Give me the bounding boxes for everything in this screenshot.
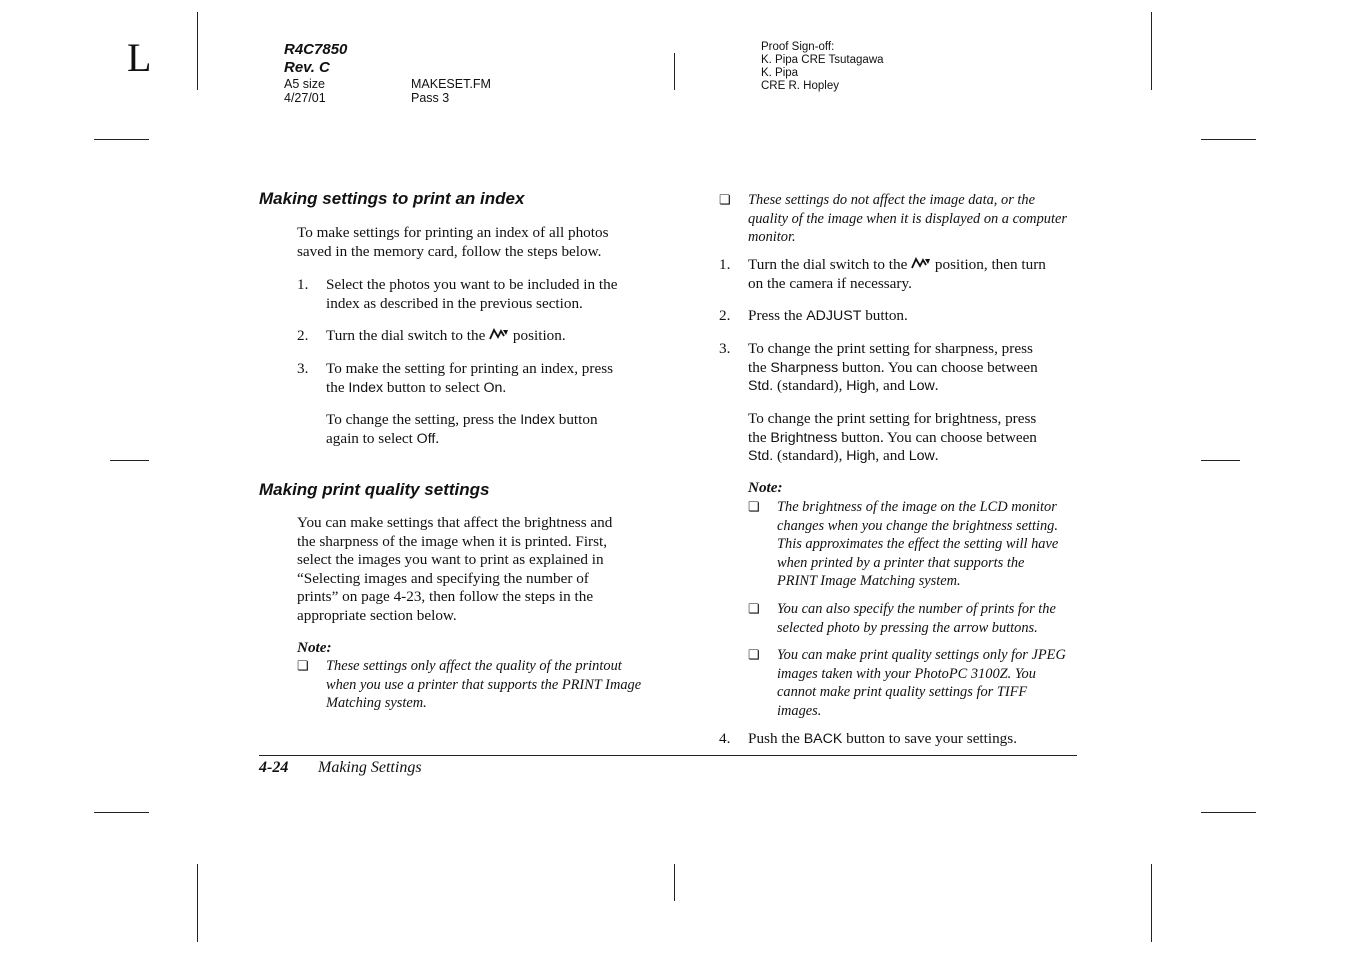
crop-mark <box>94 139 149 140</box>
adjust-button-label: ADJUST <box>806 308 862 324</box>
high-option: High <box>846 378 876 395</box>
revision: Rev. C <box>284 59 330 76</box>
proof-line: CRE R. Hopley <box>761 80 839 92</box>
step-4: 4. Push the BACK button to save your settings. <box>719 730 1017 747</box>
crop-mark <box>1151 864 1152 942</box>
print-mode-dial-icon <box>911 256 931 270</box>
step-3: 3. To make the setting for printing an index, press the Index button to select On. <box>297 360 614 396</box>
page-number: 4-24 <box>259 759 289 776</box>
index-button-label: Index <box>348 379 384 396</box>
checkbox-bullet-icon: ❏ <box>748 647 760 662</box>
checkbox-bullet-icon: ❏ <box>748 601 760 616</box>
index-button-label: Index <box>520 412 555 428</box>
crop-mark <box>674 864 675 901</box>
step-2: 2. Turn the dial switch to the position. <box>297 327 566 344</box>
low-option: Low <box>908 448 935 465</box>
corner-letter: L <box>127 35 152 80</box>
off-option: Off <box>416 430 436 447</box>
step-3-brightness: To change the print setting for brightness, press the Brightness button. You can choose between Std. (standard), High, and Low. <box>748 410 1037 465</box>
note-item: ❏ These settings only affect the quality of the printout when you use a printer that supports the PRINT Image Matching system. <box>297 658 642 712</box>
on-option: On <box>483 379 503 396</box>
note-item: ❏ The brightness of the image on the LCD monitor changes when you change the brightness setting. This approximates the effect the setting will have when printed by a printer that supports the PRINT Image Matching system. <box>748 499 1059 590</box>
sharpness-button-label: Sharpness <box>770 359 839 376</box>
crop-mark <box>94 812 149 813</box>
low-option: Low <box>908 378 935 395</box>
step-2: 2. Press the ADJUST button. <box>719 307 908 324</box>
file-name: MAKESET.FM <box>411 77 491 91</box>
checkbox-bullet-icon: ❏ <box>719 192 731 207</box>
crop-mark <box>1151 12 1152 90</box>
checkbox-bullet-icon: ❏ <box>748 499 760 514</box>
intro-paragraph: To make settings for printing an index of all photos saved in the memory card, follow the steps below. <box>297 224 609 260</box>
step-1: 1. Select the photos you want to be included in the index as described in the previous section. <box>297 276 618 312</box>
brightness-button-label: Brightness <box>770 429 838 446</box>
print-mode-dial-icon <box>489 327 509 341</box>
doc-code: R4C7850 <box>284 41 348 58</box>
crop-mark <box>197 12 198 90</box>
high-option: High <box>846 448 876 465</box>
section-heading: Making settings to print an index <box>259 189 525 208</box>
note-label: Note: <box>297 639 332 656</box>
crop-mark <box>197 864 198 942</box>
footer-rule <box>259 755 1077 756</box>
std-option: Std. <box>748 448 774 465</box>
proof-line: K. Pipa <box>761 67 799 79</box>
proof-line: K. Pipa CRE Tsutagawa <box>761 54 884 66</box>
doc-date: 4/27/01 <box>284 91 326 105</box>
step-3: 3. To change the print setting for sharpness, press the Sharpness button. You can choose between Std. (standard), High, and Low. <box>719 340 1038 395</box>
proof-signoff <box>761 41 884 93</box>
note-label: Note: <box>748 479 783 496</box>
crop-mark <box>674 53 675 90</box>
back-button-label: BACK <box>803 731 843 747</box>
checkbox-bullet-icon: ❏ <box>297 658 309 673</box>
crop-mark <box>110 460 149 461</box>
step-3-change: To change the setting, press the Index button again to select Off. <box>326 411 598 447</box>
note-item: ❏ You can also specify the number of prints for the selected photo by pressing the arrow buttons. <box>748 601 1056 636</box>
section-name: Making Settings <box>318 759 422 776</box>
section-heading: Making print quality settings <box>259 480 490 499</box>
proof-line: Proof Sign-off: <box>761 41 835 53</box>
crop-mark <box>1201 139 1256 140</box>
crop-mark <box>1201 460 1240 461</box>
note-item: ❏ These settings do not affect the image data, or the quality of the image when it is displayed on a computer monitor. <box>719 192 1067 246</box>
paper-size: A5 size <box>284 77 325 91</box>
print-quality-paragraph: You can make settings that affect the brightness and the sharpness of the image when it is printed. First, select the images you want to print as explained in “Selecting images and specifying the number of prints” on page 4-23, then follow the steps in the appropriate section below. <box>297 514 613 624</box>
step-1: 1. Turn the dial switch to the position, then turn on the camera if necessary. <box>719 256 1046 292</box>
pass-number: Pass 3 <box>411 91 450 105</box>
crop-mark <box>1201 812 1256 813</box>
note-item: ❏ You can make print quality settings only for JPEG images taken with your PhotoPC 3100Z. You cannot make print quality settings for TIFF images. <box>748 647 1066 719</box>
std-option: Std. <box>748 378 774 395</box>
